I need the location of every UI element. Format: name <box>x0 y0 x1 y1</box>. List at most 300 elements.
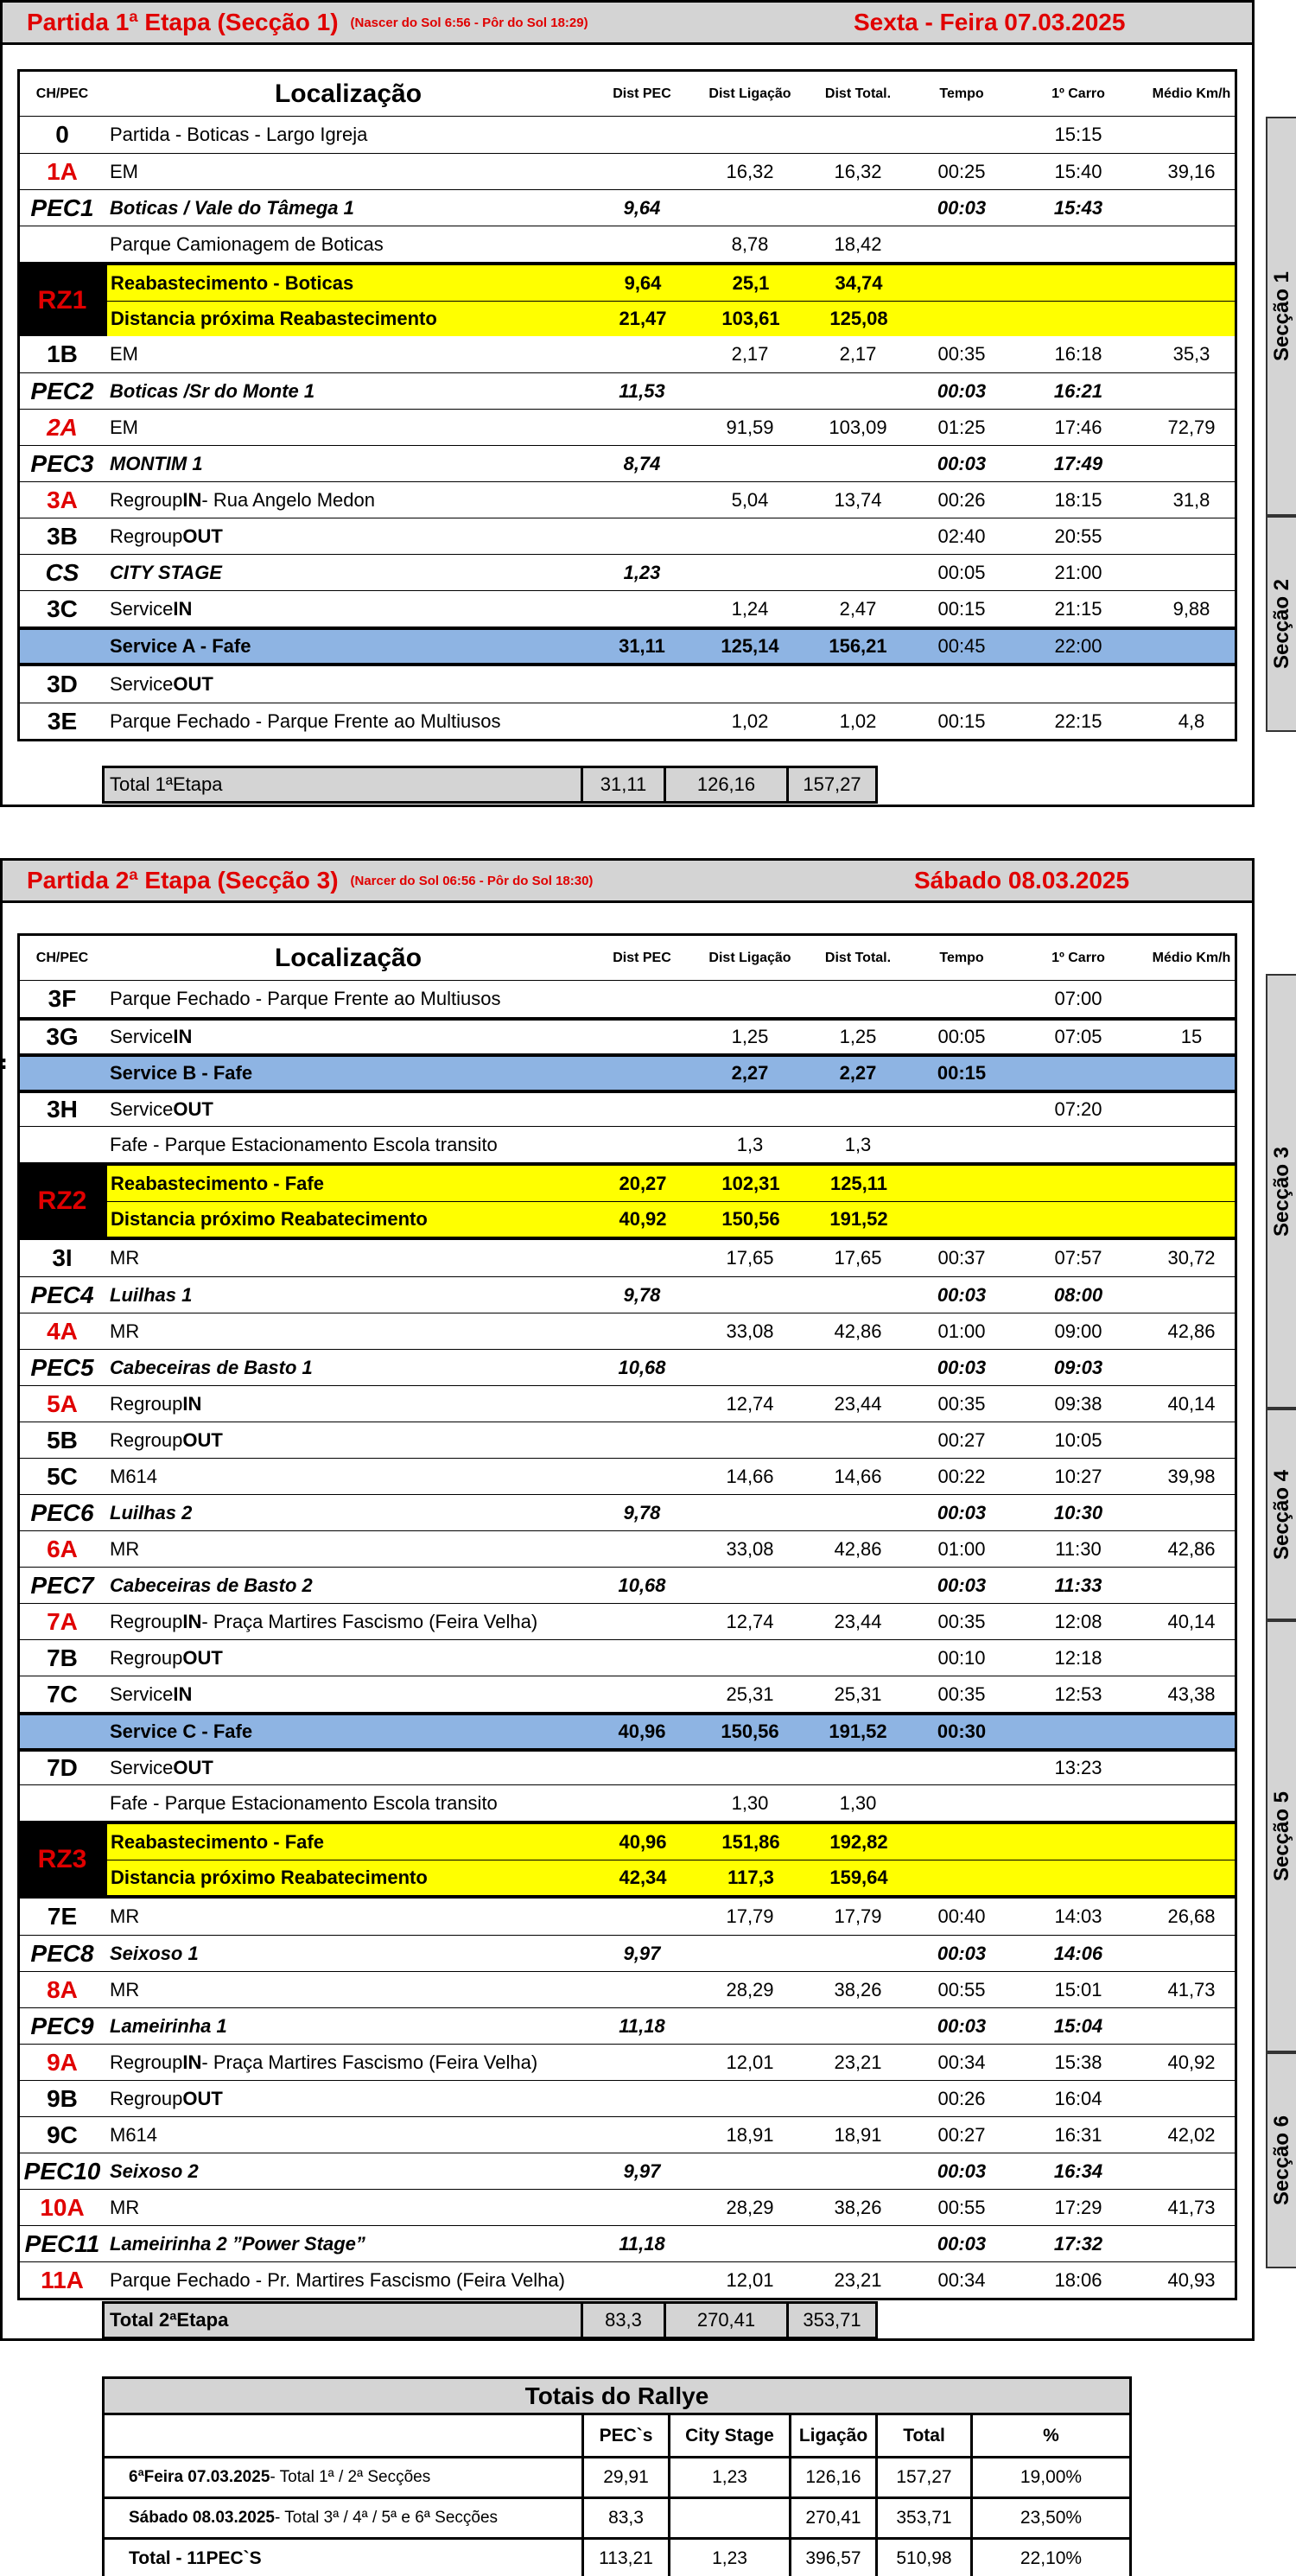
row-loc: Regroup OUT <box>110 1646 223 1669</box>
row-loc: Regroup OUT <box>110 525 223 547</box>
table-row <box>20 189 1235 226</box>
section-tab-5 <box>1266 1620 1296 2052</box>
row-carro: 07:05 <box>1054 1026 1102 1047</box>
table-row <box>20 2116 1235 2153</box>
row-loc: Luilhas 1 <box>110 1283 193 1306</box>
total-pec: 31,11 <box>583 768 666 801</box>
row-media: 4,8 <box>1178 709 1205 732</box>
refuel-zone-3 <box>20 1821 1235 1895</box>
row-tempo: 00:03 <box>937 1283 987 1306</box>
refuel-zone-2 <box>20 1162 1235 1237</box>
row-carro: 15:43 <box>1053 196 1103 219</box>
service-tot: 156,21 <box>829 635 887 657</box>
row-media: 15 <box>1180 1026 1203 1047</box>
row-lig <box>694 446 806 481</box>
section-tab-label: Secção 4 <box>1269 1469 1293 1560</box>
section-tab-3 <box>1266 974 1296 1409</box>
row-tempo: 00:34 <box>937 2051 986 2073</box>
row-media <box>1143 518 1240 554</box>
row-id: 7A <box>47 1607 78 1635</box>
row-media: 35,3 <box>1172 343 1210 365</box>
row-media <box>1143 226 1240 262</box>
row-loc: Parque Camionagem de Boticas <box>110 232 384 255</box>
row-tot: 14,66 <box>834 1465 882 1487</box>
row-loc: Regroup IN - Praça Martires Fascismo (Feira Velha) <box>110 1610 538 1632</box>
table-row <box>20 1494 1235 1530</box>
rt-pct: 23,50% <box>970 2499 1129 2537</box>
row-loc: MONTIM 1 <box>110 452 203 474</box>
table-row <box>20 1313 1235 1349</box>
col-pec: Dist PEC <box>613 950 671 965</box>
row-pec: 9,78 <box>623 1501 661 1523</box>
row-carro: 16:18 <box>1054 343 1102 365</box>
rz-next-row <box>107 1201 1235 1237</box>
row-carro: 16:21 <box>1053 379 1103 402</box>
row-loc: Fafe - Parque Estacionamento Escola transito <box>110 1133 498 1155</box>
row-lig <box>694 518 806 554</box>
rz-loc: Distancia próxima Reabastecimento <box>111 308 437 329</box>
table-row <box>20 2261 1235 2298</box>
rz-lig: 103,61 <box>721 308 780 329</box>
total-tot: 353,71 <box>789 2304 875 2337</box>
row-id: 3A <box>47 486 78 513</box>
row-carro: 20:55 <box>1054 525 1102 547</box>
row-tempo: 02:40 <box>937 525 986 547</box>
table-row <box>20 554 1235 590</box>
service-pec: 40,96 <box>618 1721 666 1742</box>
row-id: 5B <box>47 1426 78 1453</box>
table-row <box>20 1567 1235 1603</box>
section-tab-1 <box>1266 117 1296 516</box>
row-carro: 07:57 <box>1054 1247 1102 1269</box>
row-pec <box>590 591 694 627</box>
row-lig: 33,08 <box>726 1320 774 1342</box>
row-lig <box>694 190 806 226</box>
row-loc: Service OUT <box>110 673 213 695</box>
rt-pec: 83,3 <box>581 2499 668 2537</box>
rz-pec: 40,96 <box>619 1830 667 1853</box>
row-id: 0 <box>55 121 69 148</box>
rz-label: RZ3 <box>20 1824 105 1895</box>
table-row <box>20 1935 1235 1971</box>
row-tempo: 00:10 <box>937 1646 986 1669</box>
row-pec: 8,74 <box>623 452 661 474</box>
row-carro: 15:01 <box>1054 1978 1102 2000</box>
row-id: 3H <box>47 1096 78 1123</box>
stage2-sun-times: (Narcer do Sol 06:56 - Pôr do Sol 18:30) <box>350 873 594 888</box>
row-carro: 18:06 <box>1054 2268 1102 2291</box>
row-pec: 1,23 <box>623 561 661 583</box>
row-tot <box>806 446 910 481</box>
service-loc: Service A - Fafe <box>110 635 251 657</box>
row-tot: 23,44 <box>834 1610 882 1632</box>
rz-tot: 159,64 <box>829 1867 888 1888</box>
row-media: 42,86 <box>1167 1320 1216 1342</box>
rt-label: Total - 11PEC`S <box>129 2548 262 2568</box>
row-id: 1A <box>47 157 78 185</box>
service-loc: Service C - Fafe <box>110 1721 253 1742</box>
row-lig: 8,78 <box>731 232 769 255</box>
row-loc: CITY STAGE <box>110 561 222 583</box>
row-carro: 09:38 <box>1054 1392 1102 1415</box>
rz-next-row <box>107 301 1235 336</box>
row-carro: 17:32 <box>1053 2232 1103 2255</box>
margin-mark: : <box>0 1053 8 1074</box>
row-lig: 17,79 <box>726 1905 774 1927</box>
refuel-zone-1 <box>20 262 1235 336</box>
row-loc: Regroup IN <box>110 1392 202 1415</box>
col-id: CH/PEC <box>35 86 89 101</box>
row-tempo: 00:35 <box>937 1682 986 1705</box>
service-b-row <box>20 1053 1235 1090</box>
rz-label: RZ2 <box>20 1166 105 1237</box>
rally-totals-row <box>105 2456 1129 2496</box>
row-tot <box>806 190 910 226</box>
row-loc: Lameirinha 2 ”Power Stage” <box>110 2232 365 2255</box>
rt-col-pec: PEC`s <box>581 2415 668 2456</box>
row-id: 3E <box>47 707 78 735</box>
rz-tot: 125,11 <box>829 1172 888 1194</box>
row-tot: 17,79 <box>834 1905 882 1927</box>
rz-tot: 34,74 <box>835 271 883 294</box>
stage1-total <box>102 766 878 804</box>
row-tempo: 00:03 <box>937 2232 987 2255</box>
row-media: 40,93 <box>1167 2268 1216 2291</box>
row-loc: EM <box>110 416 138 438</box>
row-tot: 1,25 <box>839 1026 877 1047</box>
row-loc: Service OUT <box>110 1098 213 1120</box>
row-carro: 15:38 <box>1054 2051 1102 2073</box>
col-tot: Dist Total. <box>824 950 892 965</box>
stage2-date: Sábado 08.03.2025 <box>914 867 1130 894</box>
row-carro: 21:00 <box>1054 561 1102 583</box>
col-carro: 1º Carro <box>1051 950 1105 965</box>
row-media: 26,68 <box>1167 1905 1216 1927</box>
row-carro <box>1013 226 1143 262</box>
table-row <box>20 2044 1235 2080</box>
table-row <box>20 518 1235 554</box>
row-carro: 07:00 <box>1054 988 1102 1009</box>
service-a-row <box>20 627 1235 663</box>
row-id: 7E <box>47 1903 78 1930</box>
stage1-date: Sexta - Feira 07.03.2025 <box>854 9 1126 35</box>
stage2-title: Partida 2ª Etapa (Secção 3) <box>27 867 339 894</box>
row-loc: MR <box>110 2196 140 2218</box>
table-row <box>20 1971 1235 2007</box>
service-tempo: 00:30 <box>937 1721 987 1742</box>
row-id: 2A <box>47 413 78 441</box>
row-tempo <box>910 117 1013 153</box>
row-id: 3F <box>48 985 77 1012</box>
table-row <box>20 1676 1235 1712</box>
row-pec <box>590 154 694 189</box>
service-lig: 125,14 <box>721 635 779 657</box>
row-lig: 12,74 <box>726 1610 774 1632</box>
row-carro: 17:46 <box>1054 416 1102 438</box>
row-lig: 1,30 <box>731 1791 769 1814</box>
row-tot: 42,86 <box>834 1537 882 1560</box>
rt-pct: 22,10% <box>970 2540 1129 2576</box>
row-tempo: 00:34 <box>937 2268 986 2291</box>
row-id: 5A <box>47 1390 78 1417</box>
col-tot: Dist Total. <box>824 86 892 101</box>
row-tempo: 00:40 <box>937 1905 986 1927</box>
row-id: 9A <box>47 2048 78 2076</box>
row-media: 30,72 <box>1167 1247 1216 1269</box>
table-row <box>20 153 1235 189</box>
table-row <box>20 1784 1235 1821</box>
row-loc: Luilhas 2 <box>110 1501 193 1523</box>
rt-cs: 1,23 <box>668 2458 789 2496</box>
row-lig: 14,66 <box>726 1465 774 1487</box>
rt-cs <box>668 2499 789 2537</box>
rt-pec: 113,21 <box>581 2540 668 2576</box>
table-header-row <box>20 936 1235 981</box>
service-pec: 31,11 <box>619 635 665 657</box>
row-media <box>1143 446 1240 481</box>
row-pec: 9,78 <box>623 1283 661 1306</box>
row-carro: 21:15 <box>1054 597 1102 620</box>
table-row <box>20 226 1235 262</box>
table-row <box>20 1126 1235 1162</box>
rt-col-tot: Total <box>875 2415 970 2456</box>
row-id: 7C <box>47 1680 78 1708</box>
row-tempo: 00:35 <box>937 343 986 365</box>
row-tempo: 01:00 <box>937 1537 986 1560</box>
rt-label: Sábado 08.03.2025 - Total 3ª / 4ª / 5ª e 6ª Secções <box>129 2509 499 2527</box>
row-id: 9C <box>47 2121 78 2148</box>
row-lig: 12,74 <box>726 1392 774 1415</box>
rt-lig: 126,16 <box>789 2458 875 2496</box>
row-carro: 10:30 <box>1053 1501 1103 1523</box>
row-lig: 5,04 <box>731 488 769 511</box>
row-loc: Boticas / Vale do Tâmega 1 <box>110 196 354 219</box>
row-tempo: 00:37 <box>937 1247 986 1269</box>
row-lig <box>694 373 806 409</box>
rt-tot: 353,71 <box>875 2499 970 2537</box>
col-lig: Dist Ligação <box>708 950 791 965</box>
row-loc: EM <box>110 343 138 365</box>
row-pec: 11,53 <box>619 379 665 402</box>
table-row <box>20 703 1235 739</box>
row-tot: 18,42 <box>834 232 882 255</box>
stage2-header <box>0 858 1255 903</box>
table-row <box>20 117 1235 153</box>
rz-pec: 20,27 <box>619 1172 667 1194</box>
table-row <box>20 409 1235 445</box>
row-tempo: 00:03 <box>937 196 987 219</box>
row-tot: 17,65 <box>834 1247 882 1269</box>
rally-totals-header <box>105 2415 1129 2456</box>
row-carro: 14:03 <box>1054 1905 1102 1927</box>
row-tempo: 00:03 <box>937 1574 987 1596</box>
rally-totals-row <box>105 2496 1129 2537</box>
row-carro: 08:00 <box>1053 1283 1103 1306</box>
row-loc: Parque Fechado - Pr. Martires Fascismo (Feira Velha) <box>110 2268 565 2291</box>
row-tempo: 01:25 <box>937 416 986 438</box>
row-carro: 12:18 <box>1054 1646 1102 1669</box>
row-lig: 33,08 <box>726 1537 774 1560</box>
rz-label: RZ1 <box>20 265 105 336</box>
row-id: 7B <box>47 1644 78 1671</box>
service-loc: Service B - Fafe <box>110 1062 253 1084</box>
row-lig: 18,91 <box>726 2123 774 2146</box>
table-header-row <box>20 72 1235 117</box>
rz-lig: 102,31 <box>721 1172 780 1194</box>
row-tot: 16,32 <box>834 160 882 182</box>
row-pec: 9,64 <box>623 196 661 219</box>
total-lig: 126,16 <box>666 768 789 801</box>
row-id: 7D <box>47 1754 78 1781</box>
row-pec <box>590 410 694 445</box>
row-carro: 07:20 <box>1054 1098 1102 1120</box>
table-row <box>20 666 1235 703</box>
table-row <box>20 1422 1235 1458</box>
table-row <box>20 1385 1235 1422</box>
row-tot: 103,09 <box>829 416 887 438</box>
col-loc: Localização <box>274 943 422 972</box>
row-loc: Regroup OUT <box>110 2087 223 2109</box>
row-id: PEC6 <box>30 1498 94 1526</box>
row-loc: MR <box>110 1978 140 2000</box>
total-lig: 270,41 <box>666 2304 789 2337</box>
table-row <box>20 981 1235 1017</box>
row-carro: 17:29 <box>1054 2196 1102 2218</box>
col-media: Médio Km/h <box>1152 86 1231 101</box>
row-tempo: 00:25 <box>937 160 986 182</box>
row-carro: 10:05 <box>1054 1428 1102 1451</box>
rt-pec: 29,91 <box>581 2458 668 2496</box>
row-tempo: 00:35 <box>937 1392 986 1415</box>
row-tempo: 00:26 <box>937 488 986 511</box>
row-loc: Regroup IN - Rua Angelo Medon <box>110 488 375 511</box>
row-id: PEC7 <box>30 1571 94 1599</box>
row-pec: 9,97 <box>623 2159 661 2182</box>
row-loc: Parque Fechado - Parque Frente ao Multiusos <box>110 709 501 732</box>
row-lig: 16,32 <box>726 160 774 182</box>
row-carro: 12:53 <box>1054 1682 1102 1705</box>
row-tempo: 01:00 <box>937 1320 986 1342</box>
stage2-total <box>102 2301 878 2339</box>
row-pec <box>590 117 694 153</box>
row-lig: 12,01 <box>726 2051 774 2073</box>
row-carro: 17:49 <box>1053 452 1103 474</box>
rt-label: 6ªFeira 07.03.2025 - Total 1ª / 2ª Secções <box>129 2468 431 2486</box>
row-id: 3G <box>46 1023 79 1050</box>
row-tempo: 00:26 <box>937 2087 986 2109</box>
row-loc: Seixoso 1 <box>110 1942 199 1964</box>
table-row <box>20 1603 1235 1639</box>
table-row <box>20 481 1235 518</box>
table-row <box>20 1530 1235 1567</box>
row-media: 9,88 <box>1172 597 1210 620</box>
stage1-title: Partida 1ª Etapa (Secção 1) <box>27 9 339 35</box>
rz-loc: Reabastecimento - Boticas <box>111 271 354 294</box>
row-media <box>1143 190 1240 226</box>
row-loc: MR <box>110 1905 140 1927</box>
row-media: 40,92 <box>1167 2051 1216 2073</box>
row-carro: 12:08 <box>1054 1610 1102 1632</box>
stage1-sun-times: (Nascer do Sol 6:56 - Pôr do Sol 18:29) <box>350 15 588 30</box>
rt-tot: 510,98 <box>875 2540 970 2576</box>
stage2-table <box>17 933 1237 2300</box>
row-tempo: 00:22 <box>937 1465 986 1487</box>
row-media: 42,86 <box>1167 1537 1216 1560</box>
row-id: PEC10 <box>23 2157 101 2185</box>
row-lig: 12,01 <box>726 2268 774 2291</box>
row-tempo: 00:03 <box>937 452 987 474</box>
stage1-table <box>17 69 1237 741</box>
row-pec <box>590 226 694 262</box>
row-tempo: 00:55 <box>937 1978 986 2000</box>
row-media <box>1143 117 1240 153</box>
table-row <box>20 1639 1235 1676</box>
row-pec: 11,18 <box>619 2232 665 2255</box>
row-loc: Cabeceiras de Basto 2 <box>110 1574 313 1596</box>
row-id: CS <box>45 558 79 586</box>
row-tot: 25,31 <box>834 1682 882 1705</box>
section-tab-label: Secção 5 <box>1269 1790 1293 1882</box>
row-carro: 18:15 <box>1054 488 1102 511</box>
row-lig: 1,25 <box>731 1026 769 1047</box>
row-tot: 2,47 <box>839 597 877 620</box>
row-loc: Fafe - Parque Estacionamento Escola transito <box>110 1791 498 1814</box>
row-media: 41,73 <box>1167 1978 1216 2000</box>
row-lig: 28,29 <box>726 2196 774 2218</box>
row-id: PEC5 <box>30 1353 94 1381</box>
rz-refuel-row <box>107 1824 1235 1860</box>
rt-lig: 396,57 <box>789 2540 875 2576</box>
col-lig: Dist Ligação <box>708 86 791 101</box>
table-row <box>20 1240 1235 1276</box>
service-tot: 191,52 <box>829 1721 887 1742</box>
row-lig: 25,31 <box>726 1682 774 1705</box>
row-id: PEC4 <box>30 1281 94 1308</box>
row-carro: 22:15 <box>1054 709 1102 732</box>
row-tot: 23,21 <box>834 2268 882 2291</box>
section-tab-label: Secção 3 <box>1269 1146 1293 1237</box>
row-tot: 18,91 <box>834 2123 882 2146</box>
total-pec: 83,3 <box>583 2304 666 2337</box>
row-loc: MR <box>110 1320 140 1342</box>
row-tempo: 00:27 <box>937 2123 986 2146</box>
row-id: 3D <box>47 671 78 697</box>
table-row <box>20 2007 1235 2044</box>
table-row <box>20 1899 1235 1935</box>
row-carro: 16:34 <box>1053 2159 1103 2182</box>
service-lig: 150,56 <box>721 1721 779 1742</box>
table-row <box>20 336 1235 372</box>
rz-tot: 125,08 <box>829 308 888 329</box>
row-tot: 42,86 <box>834 1320 882 1342</box>
row-id: PEC2 <box>30 377 94 404</box>
row-id: 3B <box>47 522 78 550</box>
rt-tot: 157,27 <box>875 2458 970 2496</box>
row-carro: 11:30 <box>1055 1537 1102 1560</box>
row-id: PEC11 <box>24 2229 100 2257</box>
table-row <box>20 1349 1235 1385</box>
rt-col-lig: Ligação <box>789 2415 875 2456</box>
total-label: Total 1ªEtapa <box>105 768 583 801</box>
rz-lig: 25,1 <box>732 271 770 294</box>
row-loc: MR <box>110 1537 140 1560</box>
table-row <box>20 2225 1235 2261</box>
service-c-row <box>20 1712 1235 1748</box>
row-carro: 14:06 <box>1053 1942 1103 1964</box>
table-row <box>20 2189 1235 2225</box>
row-loc: M614 <box>110 1465 158 1487</box>
row-tempo: 00:05 <box>937 1026 986 1047</box>
